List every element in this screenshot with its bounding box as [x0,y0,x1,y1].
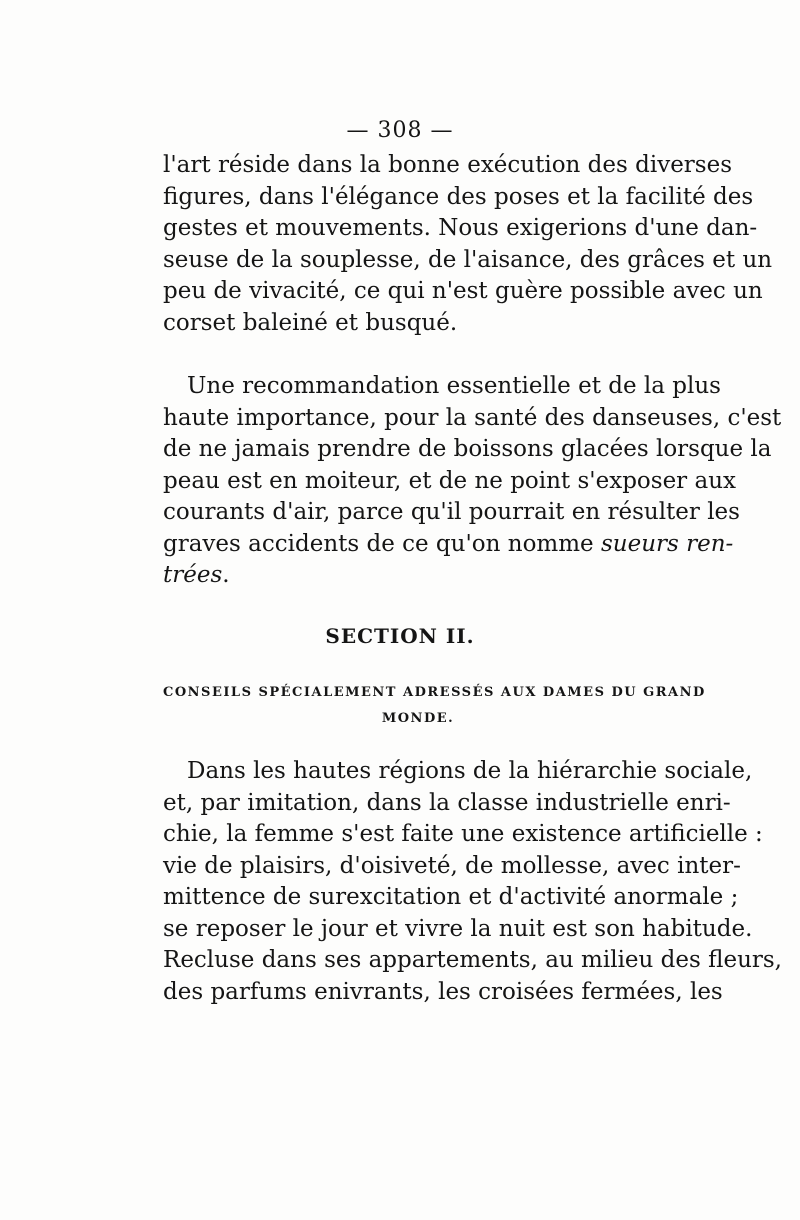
text-line: de ne jamais prendre de boissons glacées lorsque la [163,436,772,462]
text-segment: . [222,562,230,588]
text-line: des parfums enivrants, les croisées fermées, les [163,978,723,1005]
paragraph-recommendation [163,371,782,592]
text-line: peu de vivacité, ce qui n'est guère possible avec un [163,278,763,304]
text-segment: graves accidents de ce qu'on nomme [163,530,594,557]
text-line: peau est en moiteur, et de ne point s'exposer aux [163,467,736,494]
section-subtitle [163,680,706,732]
text-line: vie de plaisirs, d'oisiveté, de mollesse, avec inter- [163,852,741,879]
paragraph-high-society [163,756,782,1008]
subtitle-line: CONSEILS SPÉCIALEMENT ADRESSÉS AUX DAMES DU GRAND [163,685,706,700]
text-line: Une recommandation essentielle et de la plus [187,373,721,399]
text-line-mixed [163,529,734,561]
text-line: et, par imitation, dans la classe industrielle enri- [163,789,731,816]
text-line: chie, la femme s'est faite une existence artificielle : [163,821,763,847]
text-line: corset baleiné et busqué. [163,309,458,336]
text-line: mittence de surexcitation et d'activité anormale ; [163,884,739,910]
italic-term: trées [163,562,223,588]
page-number: — 308 — [346,118,454,143]
text-line: Dans les hautes régions de la hiérarchie sociale, [187,758,753,784]
paragraph-continued [163,150,773,339]
text-line: l'art réside dans la bonne exécution des diverses [163,152,733,178]
italic-term: sueurs ren- [600,530,734,557]
text-line: seuse de la souplesse, de l'aisance, des grâces et un [163,246,773,273]
text-line: se reposer le jour et vivre la nuit est son habitude. [163,915,753,942]
text-line: haute importance, pour la santé des danseuses, c'est [163,404,782,431]
text-line: courants d'air, parce qu'il pourrait en résulter les [163,499,740,525]
text-line: Recluse dans ses appartements, au milieu des fleurs, [163,947,782,973]
text-line: figures, dans l'élégance des poses et la facilité des [163,183,754,210]
text-line: gestes et mouvements. Nous exigerions d'une dan- [163,215,758,241]
subtitle-line: MONDE. [381,711,455,726]
section-title: SECTION II. [325,624,475,648]
text-line-mixed [163,560,673,592]
